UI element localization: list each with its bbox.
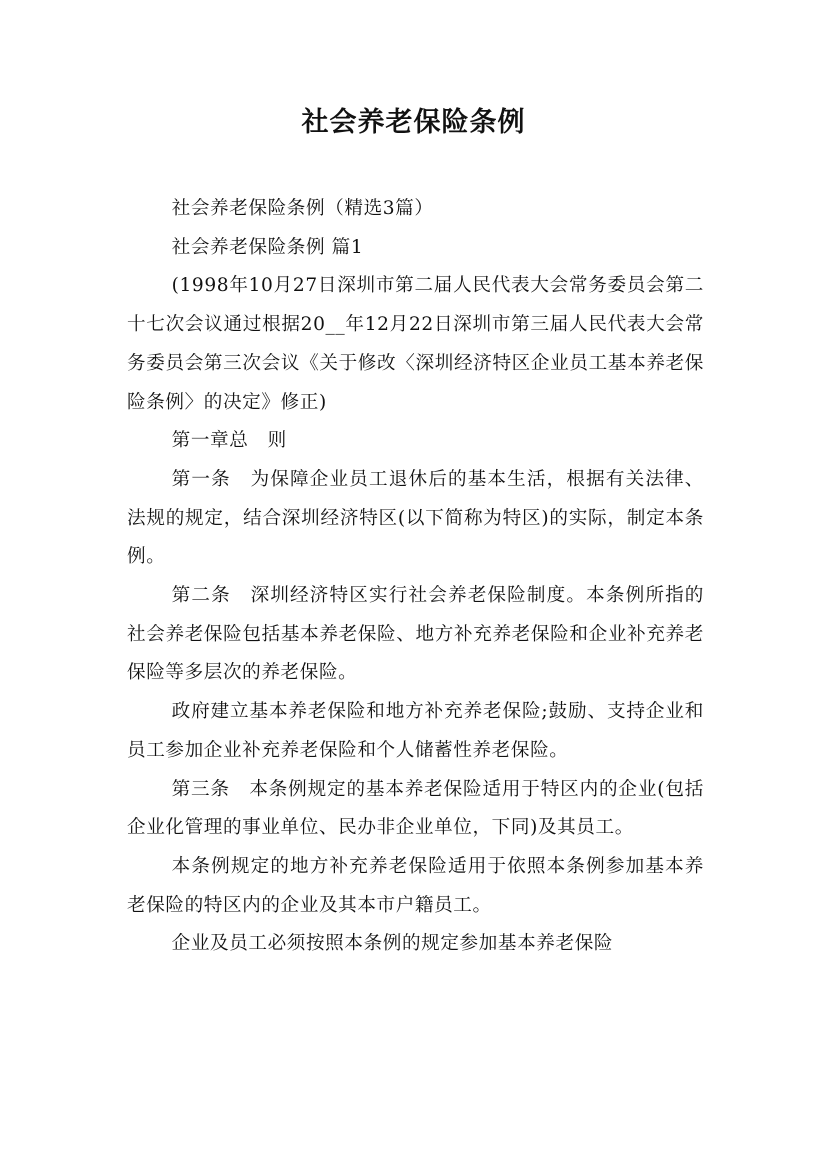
paragraph-article-3-cont: 本条例规定的地方补充养老保险适用于依照本条例参加基本养老保险的特区内的企业及其本市户籍员工。 — [127, 855, 704, 916]
paragraph-section-heading: 社会养老保险条例 篇1 — [171, 236, 364, 258]
paragraph-preamble: (1998年10月27日深圳市第二届人民代表大会常务委员会第二十七次会议通过根据20__年12月22日深圳市第三届人民代表大会常务委员会第三次会议《关于修改〈深圳经济特区企业员工基本养老保险条例〉的决定》修正) — [127, 275, 704, 413]
paragraph-article-2-cont: 政府建立基本养老保险和地方补充养老保险;鼓励、支持企业和员工参加企业补充养老保险和个人储蓄性养老保险。 — [127, 701, 704, 761]
paragraph-article-3-cont-2: 企业及员工必须按照本条例的规定参加基本养老保险 — [171, 933, 614, 955]
document-body — [127, 190, 704, 964]
paragraph-article-3: 第三条 本条例规定的基本养老保险适用于特区内的企业(包括企业化管理的事业单位、民办非企业单位，下同)及其员工。 — [127, 778, 704, 839]
paragraph-subtitle: 社会养老保险条例（精选3篇） — [171, 198, 434, 219]
document-title: 社会养老保险条例 — [301, 107, 526, 138]
paragraph-article-2: 第二条 深圳经济特区实行社会养老保险制度。本条例所指的社会养老保险包括基本养老保险、地方补充养老保险和企业补充养老保险等多层次的养老保险。 — [127, 585, 704, 684]
paragraph-chapter-heading: 第一章总 则 — [171, 430, 287, 452]
paragraph-article-1: 第一条 为保障企业员工退休后的基本生活，根据有关法律、法规的规定，结合深圳经济特区(以下简称为特区)的实际，制定本条例。 — [127, 468, 704, 568]
